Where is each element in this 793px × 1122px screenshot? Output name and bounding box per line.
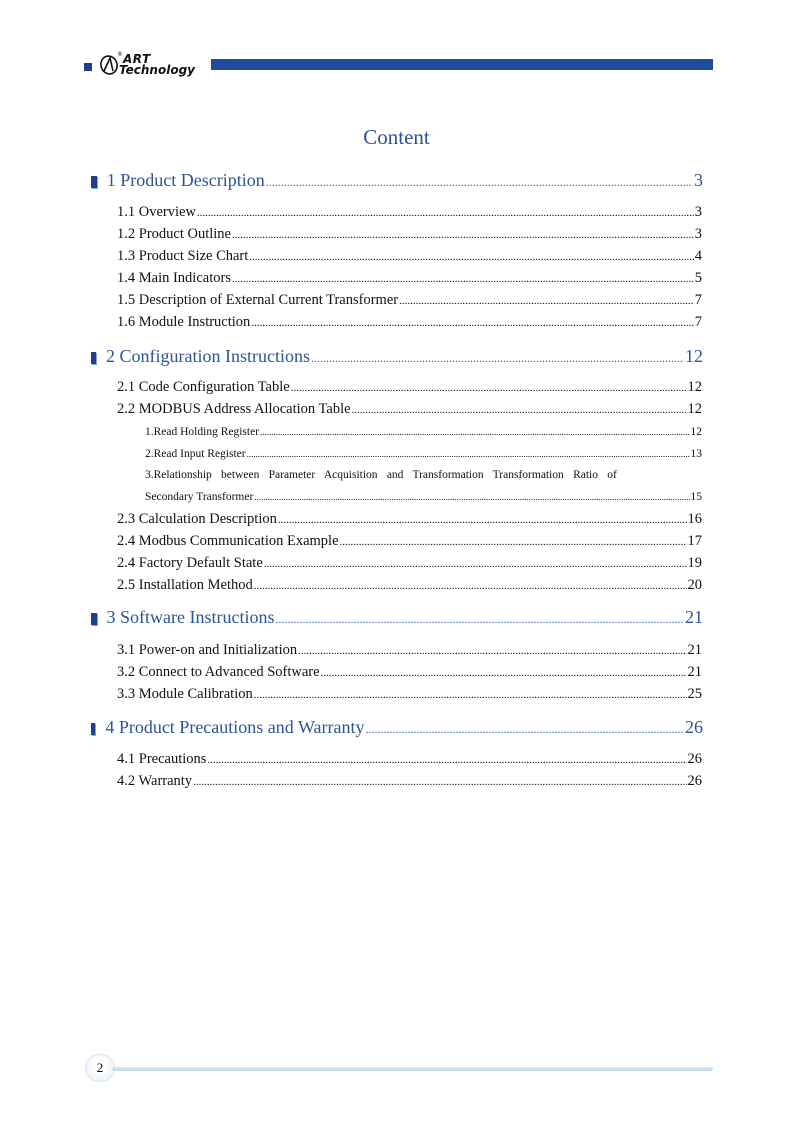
toc-page-number: 5 (694, 270, 702, 286)
toc-entry-label: 1.5 Description of External Current Transformer (117, 292, 399, 308)
toc-entry[interactable] (117, 772, 702, 791)
toc-leader-dots (278, 510, 687, 529)
toc-leader-dots (365, 716, 684, 740)
toc-subentry[interactable] (145, 447, 702, 461)
toc-entry[interactable] (117, 685, 702, 704)
toc-subentry[interactable] (145, 490, 702, 504)
toc-entry[interactable] (117, 313, 702, 332)
toc-leader-dots (291, 378, 687, 397)
toc-leader-dots (232, 225, 694, 244)
toc-entry-label: 2.4 Modbus Communication Example (117, 533, 339, 549)
toc-leader-dots (321, 663, 687, 682)
toc-chapter-label: 2 Configuration Instructions (106, 346, 311, 366)
toc-entry-label: 4.1 Precautions (117, 751, 207, 767)
toc-chapter-label: 1 Product Description (106, 170, 265, 190)
toc-entry[interactable] (117, 203, 702, 222)
toc-entry[interactable] (117, 554, 702, 573)
header-bar (211, 59, 713, 70)
toc-entry-label: 4.2 Warranty (117, 773, 193, 789)
toc-page-number: 3 (694, 204, 702, 220)
toc-entry[interactable] (117, 750, 702, 769)
toc-subentry-wrapped-line[interactable] (145, 468, 695, 482)
toc-leader-dots (311, 345, 684, 369)
toc-entry-label: 3.Relationship between Parameter Acquisition and Transformation Transformation Ratio of (145, 469, 617, 481)
toc-entry-label: 2.2 MODBUS Address Allocation Table (117, 401, 351, 417)
chapter-bullet-icon (91, 352, 96, 364)
toc-entry-label: 1.6 Module Instruction (117, 314, 251, 330)
toc-leader-dots (232, 269, 694, 288)
toc-page-number: 7 (694, 292, 702, 308)
toc-page-number: 12 (685, 346, 703, 366)
chapter-bullet-icon (91, 613, 97, 625)
toc-leader-dots (193, 772, 686, 791)
toc-chapter-label: 3 Software Instructions (106, 607, 275, 627)
toc-leader-dots (266, 169, 693, 193)
toc-page-number: 4 (694, 248, 702, 264)
company-logo (98, 52, 208, 78)
toc-entry-label: Secondary Transformer (145, 491, 254, 503)
toc-page-number: 12 (690, 426, 702, 438)
footer-page-number: 2 (85, 1054, 115, 1082)
toc-entry-label: 2.4 Factory Default State (117, 555, 263, 571)
toc-leader-dots (352, 400, 687, 419)
toc-chapter-3[interactable] (91, 606, 703, 630)
toc-page-number: 25 (687, 686, 702, 702)
toc-entry-label: 3.1 Power-on and Initialization (117, 642, 298, 658)
toc-subentry[interactable] (145, 425, 702, 439)
toc-page-number: 26 (687, 773, 702, 789)
toc-leader-dots (298, 641, 686, 660)
toc-page-number: 15 (690, 491, 702, 503)
toc-entry-label: 1.2 Product Outline (117, 226, 231, 242)
toc-entry-label: 2.3 Calculation Description (117, 511, 277, 527)
toc-entry-label: 1.4 Main Indicators (117, 270, 231, 286)
toc-page-number: 20 (687, 577, 702, 593)
toc-page-number: 3 (694, 170, 703, 190)
toc-page-number: 21 (685, 607, 703, 627)
logo-registered-mark: ® (117, 51, 123, 58)
page-title: Content (363, 125, 430, 149)
toc-page-number: 21 (687, 664, 702, 680)
toc-leader-dots (399, 291, 694, 310)
toc-entry[interactable] (117, 247, 702, 266)
toc-entry[interactable] (117, 510, 702, 529)
toc-chapter-1[interactable] (91, 169, 703, 193)
chapter-bullet-icon (91, 176, 97, 188)
toc-entry[interactable] (117, 641, 702, 660)
toc-entry-label: 2.5 Installation Method (117, 577, 253, 593)
toc-entry[interactable] (117, 532, 702, 551)
header-square-marker (84, 63, 92, 71)
toc-entry-label: 1.Read Holding Register (145, 426, 260, 438)
toc-entry-label: 2.1 Code Configuration Table (117, 379, 290, 395)
toc-chapter-4[interactable] (91, 716, 703, 740)
toc-leader-dots (251, 313, 693, 332)
toc-entry[interactable] (117, 225, 702, 244)
toc-leader-dots (254, 490, 689, 504)
toc-leader-dots (276, 606, 685, 630)
toc-entry[interactable] (117, 400, 702, 419)
toc-page-number: 16 (687, 511, 702, 527)
toc-leader-dots (247, 447, 690, 461)
toc-leader-dots (254, 685, 687, 704)
toc-entry-label: 1.1 Overview (117, 204, 196, 220)
toc-leader-dots (340, 532, 687, 551)
toc-page-number: 12 (687, 379, 702, 395)
logo-text-art: ART (123, 52, 151, 66)
chapter-bullet-icon (91, 723, 95, 735)
toc-leader-dots (197, 203, 694, 222)
toc-page-number: 7 (694, 314, 702, 330)
toc-chapter-label: 4 Product Precautions and Warranty (105, 717, 365, 737)
toc-entry-label: 3.2 Connect to Advanced Software (117, 664, 320, 680)
toc-page-number: 21 (687, 642, 702, 658)
footer-rule (112, 1067, 713, 1071)
toc-entry-label: 3.3 Module Calibration (117, 686, 253, 702)
toc-entry[interactable] (117, 663, 702, 682)
toc-entry[interactable] (117, 269, 702, 288)
toc-chapter-2[interactable] (91, 345, 703, 369)
toc-entry-label: 2.Read Input Register (145, 448, 246, 460)
toc-page-number: 17 (687, 533, 702, 549)
toc-leader-dots (249, 247, 693, 266)
toc-leader-dots (254, 576, 687, 595)
toc-page-number: 19 (687, 555, 702, 571)
toc-leader-dots (260, 425, 689, 439)
toc-page-number: 13 (690, 448, 702, 460)
toc-page-number: 3 (694, 226, 702, 242)
toc-page-number: 26 (687, 751, 702, 767)
toc-page-number: 26 (685, 717, 703, 737)
toc-entry[interactable] (117, 576, 702, 595)
logo-text-technology: Technology (119, 63, 195, 77)
toc-leader-dots (207, 750, 686, 769)
toc-entry[interactable] (117, 378, 702, 397)
toc-entry[interactable] (117, 291, 702, 310)
toc-leader-dots (264, 554, 687, 573)
toc-entry-label: 1.3 Product Size Chart (117, 248, 249, 264)
toc-page-number: 12 (687, 401, 702, 417)
